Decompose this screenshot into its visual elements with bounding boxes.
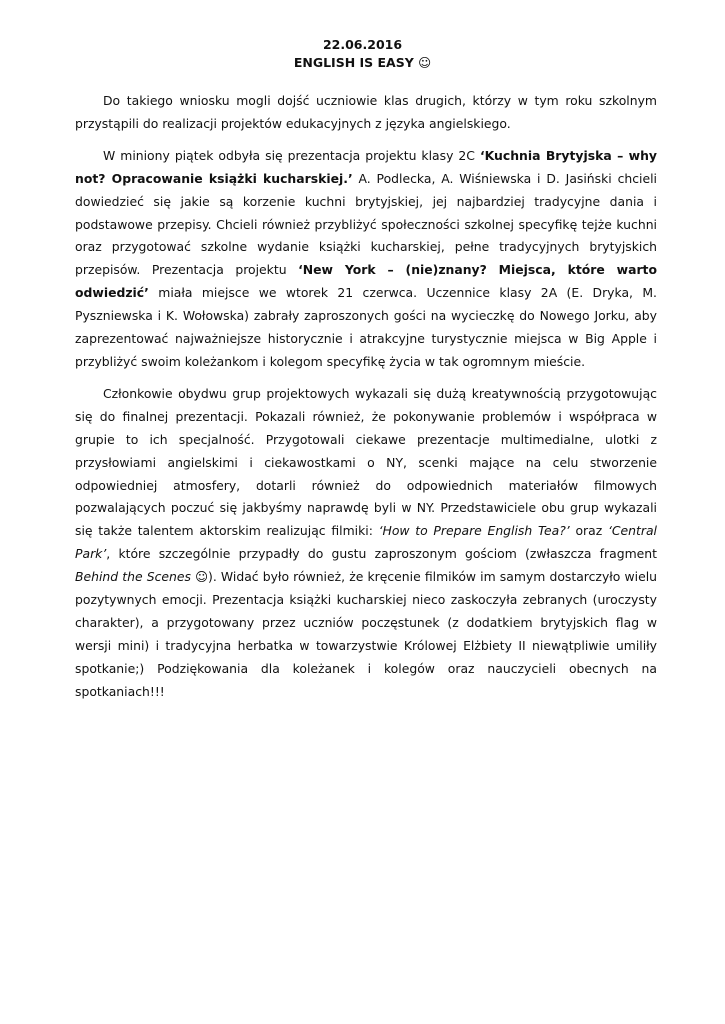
fragment-behind-the-scenes: Behind the Scenes ☺	[75, 569, 209, 585]
paragraph-presentations	[75, 145, 657, 374]
article-body	[75, 90, 657, 713]
project-title-british-cuisine: ‘Kuchnia Brytyjska – why not? Opracowanie książki kucharskiej.’	[75, 147, 657, 186]
text-run: ). Widać było również, że kręcenie filmików im samym dostarczyło wielu pozytywnych emocji. Prezentacja książki kucharskiej nieco zaskoczyła zebranych (uroczysty charakter), a przygotowany przez uczniów poczęstunek (z dodatkiem brytyjskich flag w wersji mini) i tradycyjna herbatka w towarzystwie Królowej Elżbiety II niewątpliwie umiliły spotkanie;) Podziękowania dla koleżanek i kolegów oraz nauczycieli obecnych na spotkaniach!!!	[75, 569, 657, 699]
project-title-new-york: ‘New York – (nie)znany? Miejsca, które warto odwiedzić’	[75, 262, 657, 301]
text-run: Członkowie obydwu grup projektowych wykazali się dużą kreatywnością przygotowując się do finalnej prezentacji. Pokazali również, że pokonywanie problemów i współpraca w grupie to ich specjalność. Przygotowali ciekawe prezentacje multimedialne, ulotki z przysłowiami angielskimi i ciekawostkami o NY, scenki mające na celu stworzenie odpowiedniej atmosfery, dotarli również do odpowiednich materiałów filmowych pozwalających poczuć się jakbyśmy naprawdę byli w NY. Przedstawiciele obu grup wykazali się także talentem aktorskim realizując filmiki:	[75, 385, 657, 539]
paragraph-intro: Do takiego wniosku mogli dojść uczniowie klas drugich, którzy w tym roku szkolnym przystąpili do realizacji projektów edukacyjnych z języka angielskiego.	[75, 93, 657, 131]
text-run: W miniony piątek odbyła się prezentacja projektu klasy 2C	[103, 147, 480, 163]
text-run: , które szczególnie przypadły do gustu zaproszonym gościom (zwłaszcza fragment	[106, 546, 657, 562]
text-run: miała miejsce we wtorek 21 czerwca. Uczennice klasy 2A (E. Dryka, M. Pyszniewska i K. Wołowska) zabrały zaproszonych gości na wycieczkę do Nowego Jorku, aby zaprezentować najważniejsze historycznie i atrakcyjne turystycznie miejsca w Big Apple i przybliżyć swoim koleżankom i kolegom specyfikę życia w tak ogromnym mieście.	[75, 285, 657, 369]
film-title-central-park: ‘Central Park’	[75, 523, 657, 562]
document-date: 22.06.2016	[322, 37, 403, 52]
film-title-english-tea: ‘How to Prepare English Tea?’	[378, 523, 570, 539]
paragraph-summary	[75, 383, 657, 704]
document-title: ENGLISH IS EASY ☺	[293, 55, 432, 70]
text-run: A. Podlecka, A. Wiśniewska i D. Jasiński chcieli dowiedzieć się jakie są korzenie kuchni brytyjskiej, jej najbardziej tradycyjne dania i podstawowe przepisy. Chcieli również przybliżyć społeczności szkolnej specyfikę tejże kuchni oraz przygotować szkolne wydanie książki kucharskiej, pełne tradycyjnych brytyjskich przepisów. Prezentacja projektu	[75, 170, 658, 278]
text-run: oraz	[569, 523, 608, 539]
